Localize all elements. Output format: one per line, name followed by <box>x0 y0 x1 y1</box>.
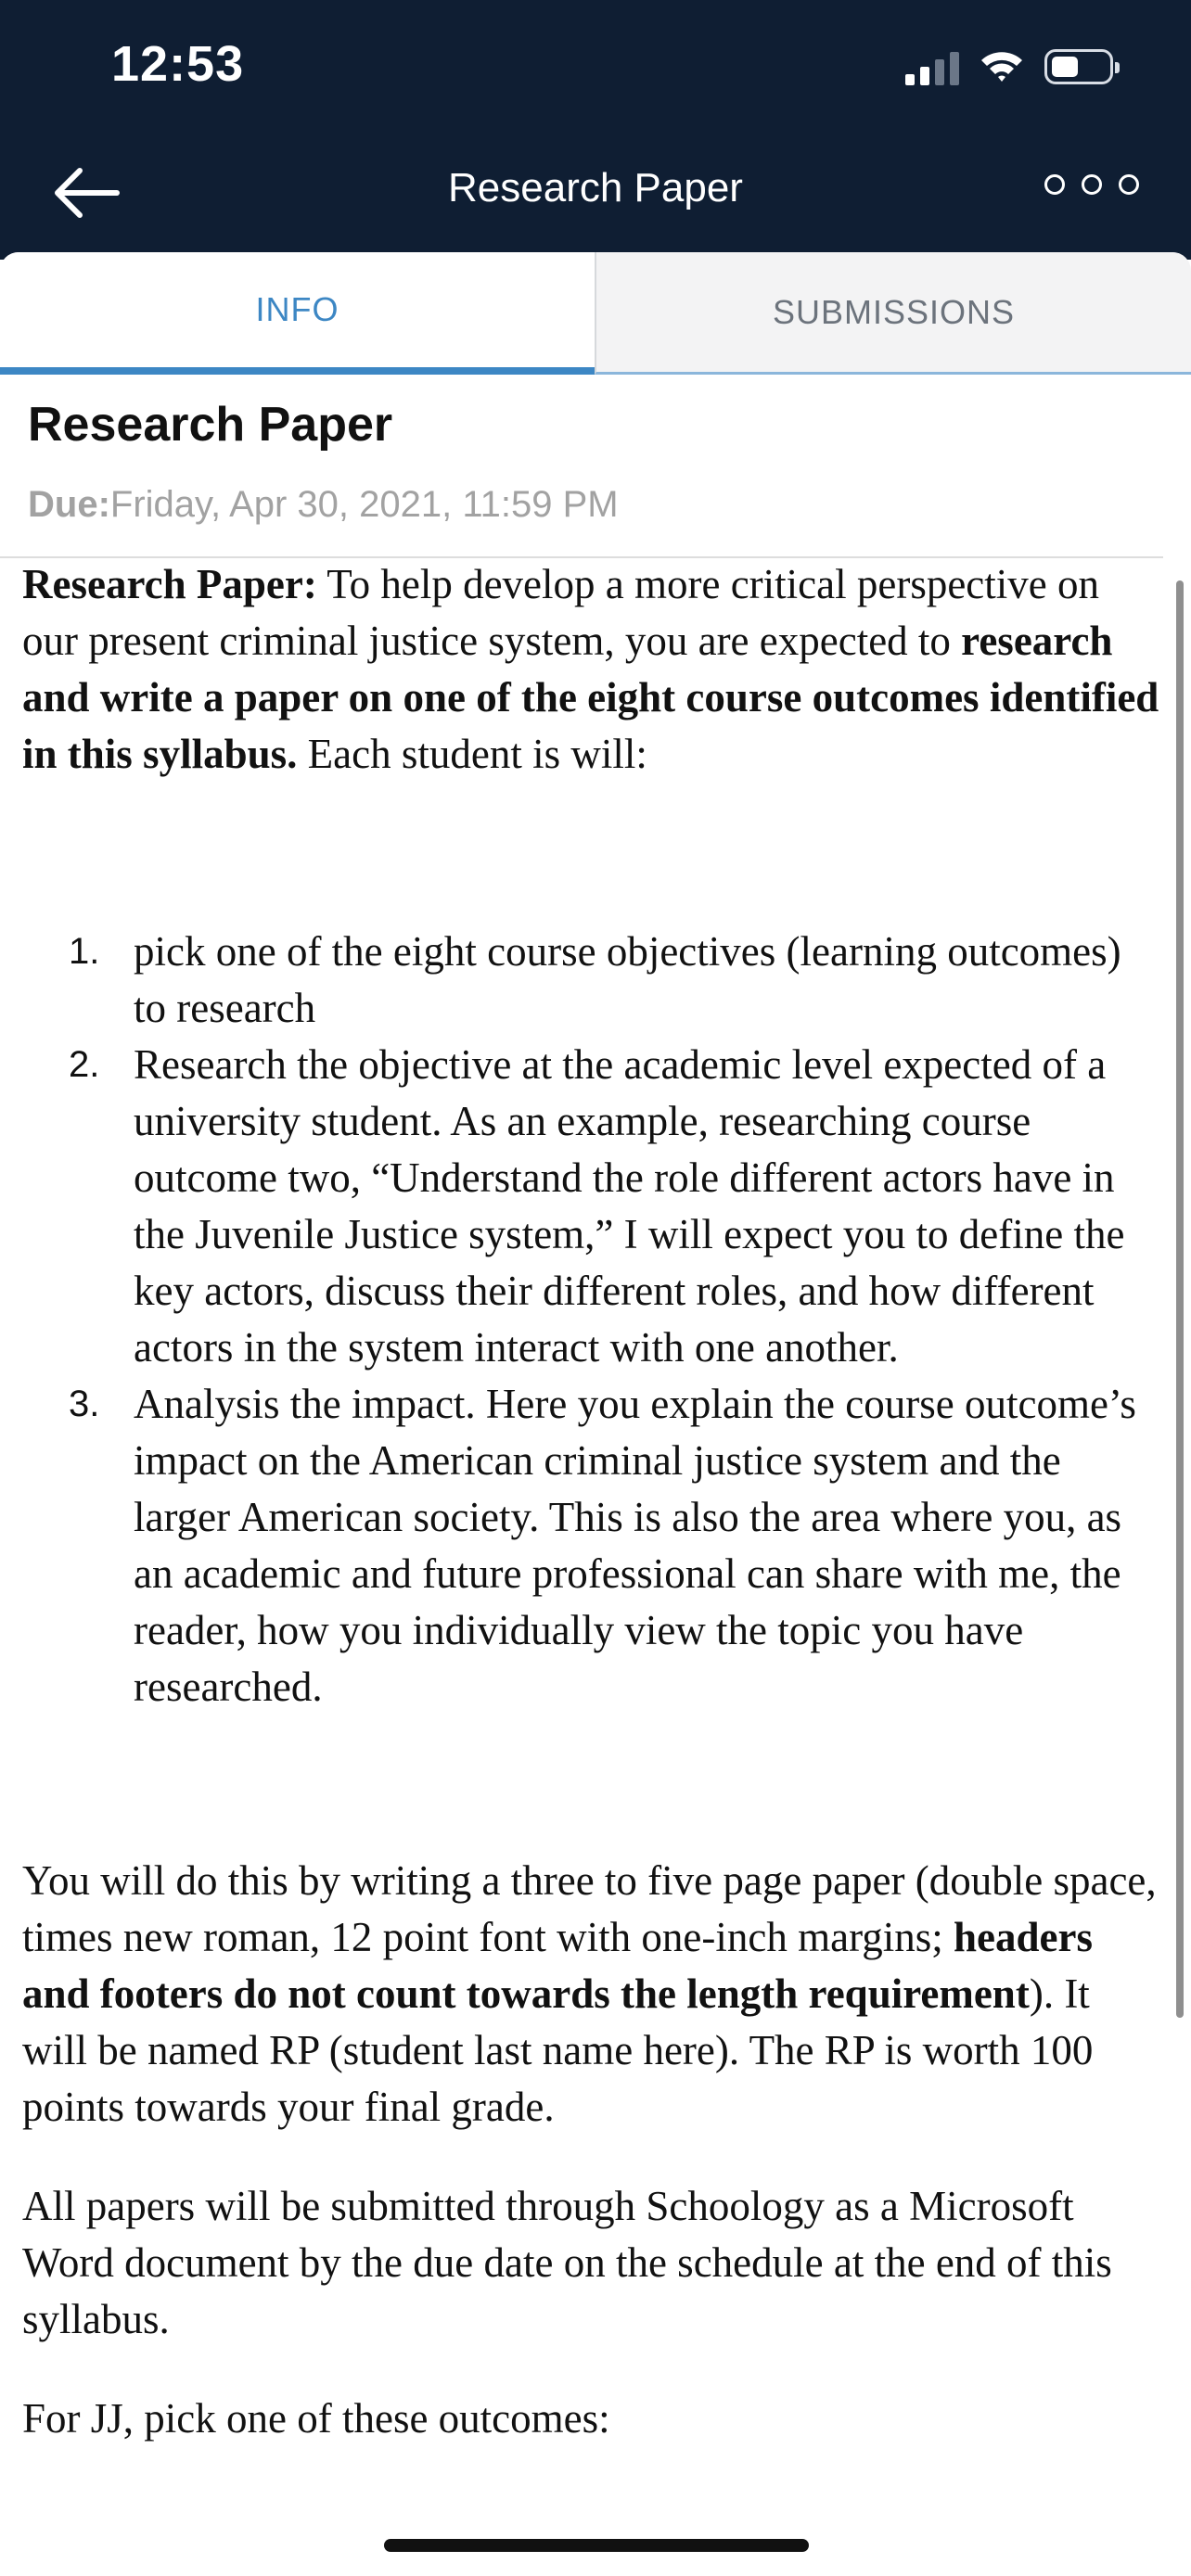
battery-icon <box>1044 49 1113 84</box>
format-text: You will do this by writing a three to five page paper (double space, times new roman, 12 point font with one-inch margins; <box>22 1857 1157 1960</box>
assignment-title: Research Paper <box>28 398 393 452</box>
requirements-list <box>22 924 1163 1715</box>
tab-info[interactable]: INFO <box>0 252 595 375</box>
due-date <box>28 484 619 526</box>
intro-end: Each student is will: <box>297 731 647 777</box>
list-text: pick one of the eight course objectives (learning outcomes) to research <box>134 928 1121 1031</box>
due-value: Friday, Apr 30, 2021, 11:59 PM <box>109 484 619 525</box>
list-text: Analysis the impact. Here you explain the course outcome’s impact on the American criminal justice system and the larger American society. This is also the area where you, as an academic and future professional can share with me, the reader, how you individually view the topic you have researched. <box>134 1381 1136 1710</box>
list-number: 1. <box>69 931 100 972</box>
intro-paragraph <box>22 556 1163 783</box>
list-number: 3. <box>69 1384 100 1424</box>
more-options-button[interactable] <box>1044 174 1139 195</box>
list-item <box>22 1376 1163 1715</box>
status-time: 12:53 <box>111 36 245 92</box>
header-title: Research Paper <box>448 165 743 210</box>
due-label: Due: <box>28 484 110 525</box>
intro-bold-2: research and write a paper on one of the eight course outcomes identified in this syllabus. <box>22 618 1159 777</box>
more-dot-icon <box>1044 174 1065 195</box>
tab-submissions[interactable]: SUBMISSIONS <box>595 252 1191 375</box>
home-indicator[interactable] <box>384 2539 809 2552</box>
status-icons <box>905 41 1113 93</box>
format-text-end: ). It will be named RP (student last name here). The RP is worth 100 points towards your final grade. <box>22 1970 1094 2130</box>
app-header <box>0 0 1191 260</box>
wifi-icon <box>980 49 1024 84</box>
more-dot-icon <box>1082 174 1102 195</box>
tab-bar <box>0 252 1191 375</box>
assignment-description <box>22 556 1163 2447</box>
format-paragraph <box>22 1853 1163 2136</box>
cellular-signal-icon <box>905 48 959 85</box>
intro-text: To help develop a more critical perspective on our present criminal justice system, you are expected to <box>22 561 1100 664</box>
format-bold: headers and footers do not count towards the length requirement <box>22 1914 1094 2017</box>
intro-bold: Research Paper: <box>22 561 317 607</box>
more-dot-icon <box>1119 174 1139 195</box>
list-item <box>22 924 1163 1037</box>
list-text: Research the objective at the academic level expected of a university student. As an example, researching course outcome two, “Understand the role different actors have in the Juvenile Justice system,” I will expect you to define the key actors, discuss their different roles, and how different actors in the system interact with one another. <box>134 1041 1125 1371</box>
list-item <box>22 1037 1163 1376</box>
list-number: 2. <box>69 1044 100 1085</box>
submission-paragraph: All papers will be submitted through Schoology as a Microsoft Word document by the due date on the schedule at the end of this syllabus. <box>22 2183 1112 2342</box>
scrollbar[interactable] <box>1176 580 1184 2018</box>
outcomes-intro: For JJ, pick one of these outcomes: <box>22 2395 610 2442</box>
